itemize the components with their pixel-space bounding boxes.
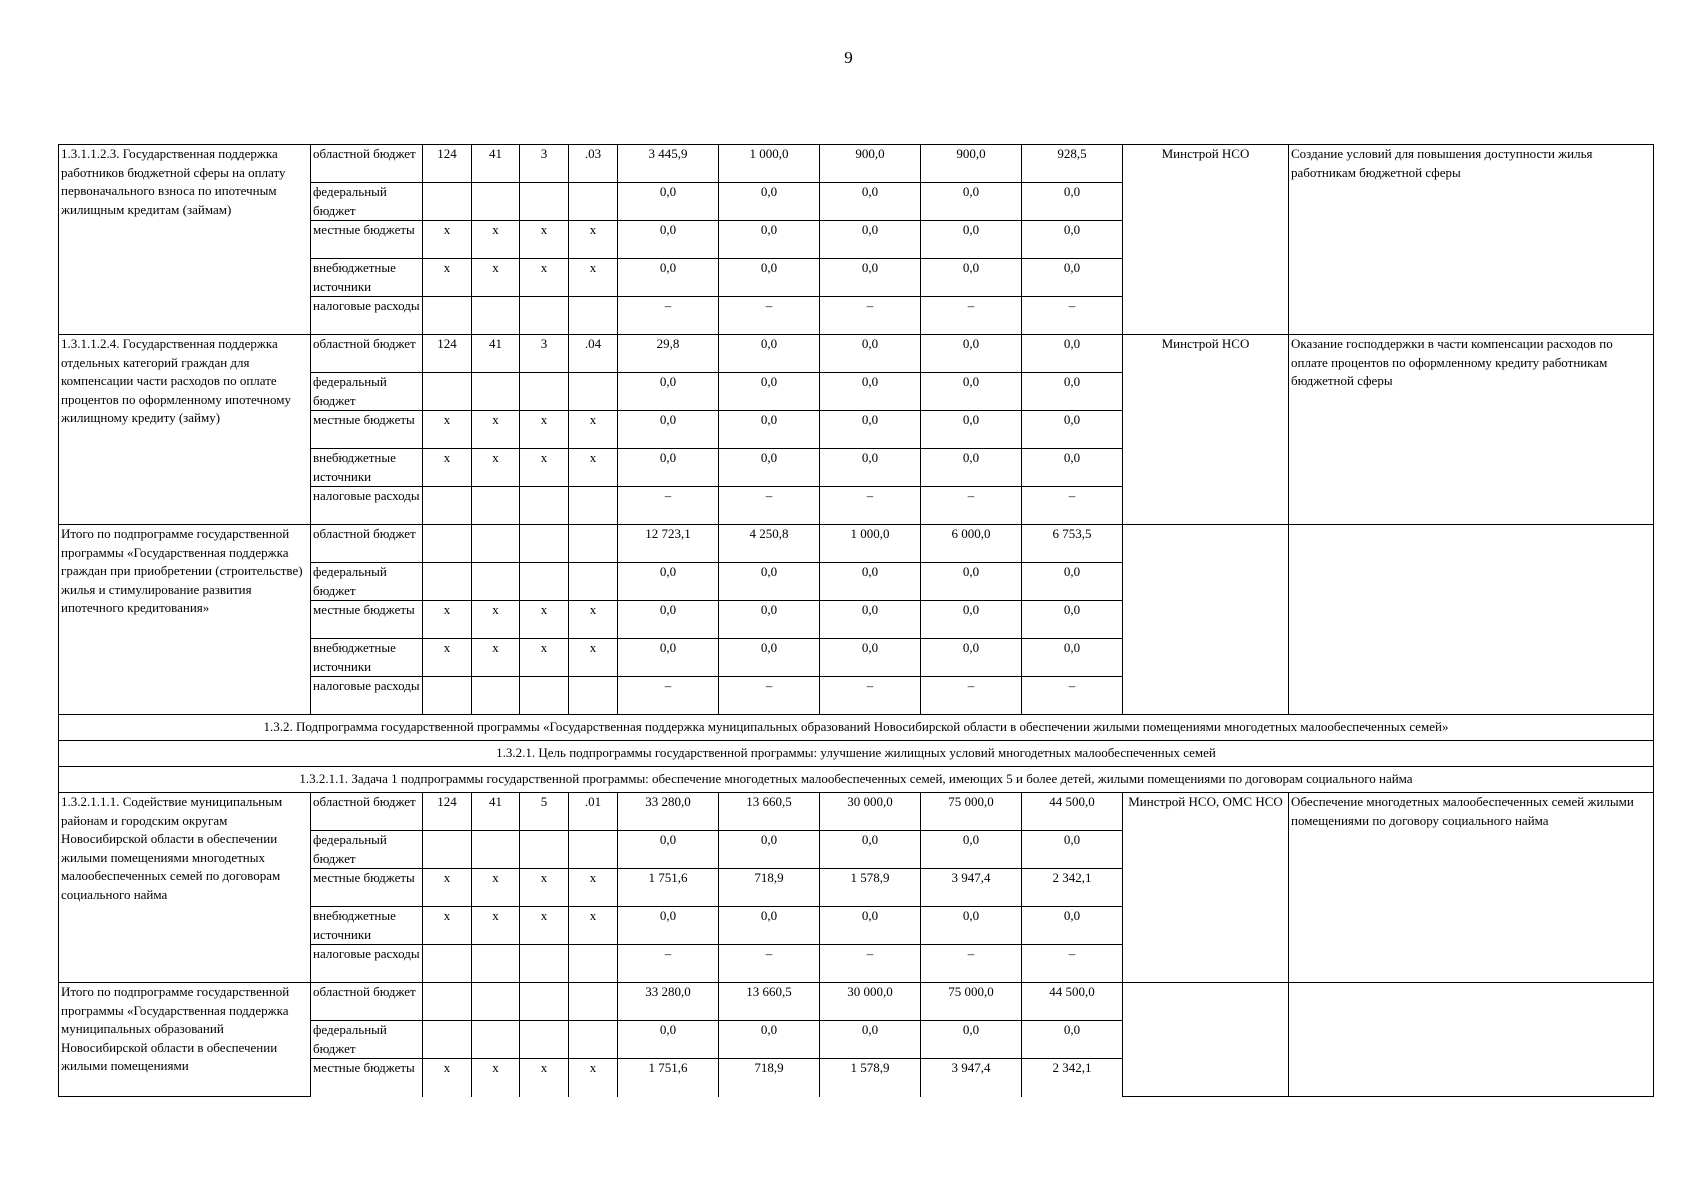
code-cell: x: [520, 221, 569, 259]
value-cell: 0,0: [1022, 601, 1123, 639]
code-cell: [569, 183, 618, 221]
value-cell: 0,0: [1022, 259, 1123, 297]
value-cell: 1 578,9: [820, 869, 921, 907]
value-cell: 0,0: [921, 183, 1022, 221]
value-cell: 0,0: [1022, 831, 1123, 869]
table-row: [59, 335, 1654, 373]
code-cell: x: [520, 449, 569, 487]
code-cell: x: [569, 259, 618, 297]
code-cell: x: [520, 601, 569, 639]
value-cell: 6 753,5: [1022, 525, 1123, 563]
code-cell: x: [520, 259, 569, 297]
funding-source-cell: областной бюджет: [311, 525, 423, 563]
value-cell: 30 000,0: [820, 983, 921, 1021]
section-heading-row: [59, 741, 1654, 767]
code-cell: x: [472, 221, 520, 259]
value-cell: 0,0: [921, 639, 1022, 677]
code-cell: [569, 677, 618, 715]
code-cell: [520, 983, 569, 1021]
funding-source-cell: областной бюджет: [311, 145, 423, 183]
code-cell: [423, 1021, 472, 1059]
value-cell: 0,0: [719, 335, 820, 373]
table-row: [59, 793, 1654, 831]
code-cell: [520, 1021, 569, 1059]
code-cell: [423, 831, 472, 869]
section-heading: 1.3.2.1.1. Задача 1 подпрограммы государственной программы: обеспечение многодетных малообеспеченных семей, имеющих 5 и более детей, жилыми помещениями по договорам социального найма: [59, 767, 1654, 793]
code-cell: x: [569, 907, 618, 945]
code-cell: [520, 297, 569, 335]
value-cell: –: [719, 677, 820, 715]
value-cell: 1 000,0: [820, 525, 921, 563]
code-cell: x: [472, 869, 520, 907]
value-cell: 0,0: [820, 1021, 921, 1059]
funding-source-cell: местные бюджеты: [311, 869, 423, 907]
result-cell: Создание условий для повышения доступности жилья работникам бюджетной сферы: [1289, 145, 1654, 335]
code-cell: x: [423, 221, 472, 259]
value-cell: 4 250,8: [719, 525, 820, 563]
value-cell: –: [1022, 487, 1123, 525]
value-cell: 0,0: [719, 1021, 820, 1059]
code-cell: [520, 831, 569, 869]
value-cell: 0,0: [618, 601, 719, 639]
executor-cell: Минстрой НСО, ОМС НСО: [1123, 793, 1289, 983]
code-cell: x: [472, 639, 520, 677]
value-cell: 2 342,1: [1022, 1059, 1123, 1097]
code-cell: x: [423, 259, 472, 297]
value-cell: –: [719, 297, 820, 335]
value-cell: 0,0: [921, 601, 1022, 639]
code-cell: [569, 297, 618, 335]
value-cell: 3 947,4: [921, 869, 1022, 907]
code-cell: [520, 677, 569, 715]
value-cell: 0,0: [719, 563, 820, 601]
value-cell: 0,0: [719, 411, 820, 449]
section-heading: 1.3.2.1. Цель подпрограммы государственной программы: улучшение жилищных условий многодетных малообеспеченных семей: [59, 741, 1654, 767]
value-cell: 0,0: [820, 335, 921, 373]
result-cell: [1289, 983, 1654, 1097]
value-cell: 0,0: [921, 335, 1022, 373]
value-cell: 0,0: [820, 373, 921, 411]
value-cell: 0,0: [719, 639, 820, 677]
funding-source-cell: внебюджетные источники: [311, 907, 423, 945]
code-cell: x: [423, 869, 472, 907]
executor-cell: [1123, 525, 1289, 715]
code-cell: [472, 487, 520, 525]
funding-source-cell: налоговые расходы: [311, 487, 423, 525]
code-cell: [569, 945, 618, 983]
table-row: [59, 145, 1654, 183]
value-cell: 718,9: [719, 869, 820, 907]
value-cell: –: [921, 297, 1022, 335]
value-cell: 0,0: [921, 831, 1022, 869]
value-cell: –: [921, 487, 1022, 525]
funding-source-cell: областной бюджет: [311, 983, 423, 1021]
code-cell: x: [423, 601, 472, 639]
section-heading: 1.3.2. Подпрограмма государственной программы «Государственная поддержка муниципальных образований Новосибирской области в обеспечении жилыми помещениями многодетных малообеспеченных семей»: [59, 715, 1654, 741]
code-cell: .01: [569, 793, 618, 831]
code-cell: x: [569, 221, 618, 259]
value-cell: 44 500,0: [1022, 983, 1123, 1021]
code-cell: x: [472, 449, 520, 487]
value-cell: 928,5: [1022, 145, 1123, 183]
code-cell: x: [520, 1059, 569, 1097]
value-cell: 0,0: [820, 411, 921, 449]
funding-source-cell: местные бюджеты: [311, 221, 423, 259]
code-cell: [472, 297, 520, 335]
code-cell: x: [423, 449, 472, 487]
value-cell: 0,0: [618, 411, 719, 449]
value-cell: 13 660,5: [719, 983, 820, 1021]
value-cell: 12 723,1: [618, 525, 719, 563]
value-cell: 718,9: [719, 1059, 820, 1097]
measure-name-cell: Итого по подпрограмме государственной программы «Государственная поддержка граждан при приобретении (строительстве) жилья и стимулирование развития ипотечного кредитования»: [59, 525, 311, 715]
value-cell: 0,0: [618, 449, 719, 487]
value-cell: 0,0: [719, 259, 820, 297]
code-cell: 41: [472, 335, 520, 373]
code-cell: [569, 983, 618, 1021]
code-cell: [423, 525, 472, 563]
funding-source-cell: федеральный бюджет: [311, 183, 423, 221]
code-cell: [569, 373, 618, 411]
value-cell: 0,0: [618, 259, 719, 297]
code-cell: [569, 1021, 618, 1059]
value-cell: 0,0: [719, 183, 820, 221]
value-cell: 0,0: [921, 563, 1022, 601]
code-cell: [520, 487, 569, 525]
value-cell: 75 000,0: [921, 793, 1022, 831]
value-cell: 0,0: [618, 563, 719, 601]
funding-source-cell: налоговые расходы: [311, 297, 423, 335]
value-cell: –: [618, 677, 719, 715]
code-cell: [472, 563, 520, 601]
value-cell: 0,0: [820, 639, 921, 677]
code-cell: x: [520, 411, 569, 449]
value-cell: 1 000,0: [719, 145, 820, 183]
value-cell: 0,0: [921, 907, 1022, 945]
funding-source-cell: местные бюджеты: [311, 601, 423, 639]
executor-cell: Минстрой НСО: [1123, 145, 1289, 335]
funding-source-cell: местные бюджеты: [311, 1059, 423, 1097]
value-cell: 0,0: [1022, 907, 1123, 945]
value-cell: 33 280,0: [618, 983, 719, 1021]
value-cell: 30 000,0: [820, 793, 921, 831]
value-cell: 0,0: [719, 907, 820, 945]
result-cell: [1289, 525, 1654, 715]
section-heading-row: [59, 767, 1654, 793]
value-cell: 1 751,6: [618, 1059, 719, 1097]
code-cell: [472, 945, 520, 983]
value-cell: –: [618, 297, 719, 335]
value-cell: 0,0: [1022, 335, 1123, 373]
code-cell: [423, 297, 472, 335]
code-cell: x: [569, 601, 618, 639]
section-heading-row: [59, 715, 1654, 741]
value-cell: 0,0: [1022, 411, 1123, 449]
page-number: 9: [844, 48, 853, 67]
code-cell: [423, 945, 472, 983]
value-cell: 0,0: [820, 259, 921, 297]
code-cell: 41: [472, 793, 520, 831]
code-cell: x: [472, 1059, 520, 1097]
value-cell: 0,0: [1022, 1021, 1123, 1059]
funding-source-cell: федеральный бюджет: [311, 563, 423, 601]
value-cell: 0,0: [719, 449, 820, 487]
value-cell: 0,0: [921, 373, 1022, 411]
value-cell: 0,0: [618, 373, 719, 411]
value-cell: 0,0: [820, 449, 921, 487]
value-cell: 0,0: [618, 907, 719, 945]
code-cell: [520, 183, 569, 221]
value-cell: 6 000,0: [921, 525, 1022, 563]
code-cell: [423, 487, 472, 525]
value-cell: –: [1022, 297, 1123, 335]
funding-source-cell: внебюджетные источники: [311, 449, 423, 487]
code-cell: x: [569, 411, 618, 449]
funding-source-cell: налоговые расходы: [311, 945, 423, 983]
value-cell: 1 578,9: [820, 1059, 921, 1097]
code-cell: [569, 563, 618, 601]
value-cell: –: [921, 677, 1022, 715]
value-cell: 1 751,6: [618, 869, 719, 907]
funding-source-cell: местные бюджеты: [311, 411, 423, 449]
result-cell: Оказание господдержки в части компенсации расходов по оплате процентов по оформленному кредиту работникам бюджетной сферы: [1289, 335, 1654, 525]
funding-source-cell: федеральный бюджет: [311, 373, 423, 411]
code-cell: 124: [423, 145, 472, 183]
value-cell: 0,0: [618, 221, 719, 259]
funding-source-cell: областной бюджет: [311, 335, 423, 373]
value-cell: 0,0: [820, 183, 921, 221]
code-cell: x: [472, 259, 520, 297]
code-cell: x: [472, 601, 520, 639]
measure-name-cell: Итого по подпрограмме государственной программы «Государственная поддержка муниципальных образований Новосибирской области в обеспечении жилыми помещениями: [59, 983, 311, 1097]
value-cell: –: [618, 945, 719, 983]
code-cell: x: [472, 411, 520, 449]
value-cell: 0,0: [719, 221, 820, 259]
code-cell: x: [520, 869, 569, 907]
value-cell: 900,0: [820, 145, 921, 183]
code-cell: [423, 183, 472, 221]
code-cell: [472, 1021, 520, 1059]
code-cell: x: [423, 907, 472, 945]
value-cell: 0,0: [618, 831, 719, 869]
result-cell: Обеспечение многодетных малообеспеченных семей жилыми помещениями по договору социального найма: [1289, 793, 1654, 983]
value-cell: 900,0: [921, 145, 1022, 183]
value-cell: 0,0: [820, 601, 921, 639]
code-cell: x: [569, 639, 618, 677]
value-cell: 0,0: [1022, 639, 1123, 677]
code-cell: 41: [472, 145, 520, 183]
value-cell: 0,0: [921, 1021, 1022, 1059]
code-cell: [472, 677, 520, 715]
value-cell: –: [820, 945, 921, 983]
code-cell: [472, 983, 520, 1021]
value-cell: –: [1022, 677, 1123, 715]
code-cell: x: [569, 449, 618, 487]
table-row: [59, 983, 1654, 1021]
code-cell: [423, 563, 472, 601]
code-cell: .04: [569, 335, 618, 373]
value-cell: –: [820, 487, 921, 525]
code-cell: [520, 373, 569, 411]
value-cell: 0,0: [921, 411, 1022, 449]
code-cell: 3: [520, 335, 569, 373]
executor-cell: [1123, 983, 1289, 1097]
code-cell: [569, 487, 618, 525]
value-cell: 3 445,9: [618, 145, 719, 183]
value-cell: 0,0: [820, 907, 921, 945]
code-cell: [520, 563, 569, 601]
code-cell: [472, 525, 520, 563]
measure-name-cell: 1.3.1.1.2.3. Государственная поддержка работников бюджетной сферы на оплату первоначального взноса по ипотечным жилищным кредитам (займам): [59, 145, 311, 335]
value-cell: 33 280,0: [618, 793, 719, 831]
code-cell: x: [472, 907, 520, 945]
value-cell: 0,0: [719, 373, 820, 411]
value-cell: 0,0: [921, 449, 1022, 487]
value-cell: 0,0: [1022, 221, 1123, 259]
value-cell: –: [719, 945, 820, 983]
value-cell: 0,0: [820, 563, 921, 601]
value-cell: –: [820, 677, 921, 715]
value-cell: 13 660,5: [719, 793, 820, 831]
code-cell: .03: [569, 145, 618, 183]
code-cell: [520, 525, 569, 563]
funding-source-cell: внебюджетные источники: [311, 259, 423, 297]
value-cell: 0,0: [1022, 449, 1123, 487]
value-cell: 0,0: [719, 831, 820, 869]
value-cell: 0,0: [820, 831, 921, 869]
value-cell: 3 947,4: [921, 1059, 1022, 1097]
funding-source-cell: налоговые расходы: [311, 677, 423, 715]
value-cell: –: [921, 945, 1022, 983]
value-cell: –: [618, 487, 719, 525]
value-cell: 0,0: [1022, 563, 1123, 601]
code-cell: x: [569, 1059, 618, 1097]
code-cell: [569, 525, 618, 563]
value-cell: 2 342,1: [1022, 869, 1123, 907]
executor-cell: Минстрой НСО: [1123, 335, 1289, 525]
code-cell: 3: [520, 145, 569, 183]
code-cell: [472, 831, 520, 869]
funding-source-cell: внебюджетные источники: [311, 639, 423, 677]
value-cell: 29,8: [618, 335, 719, 373]
value-cell: 0,0: [618, 183, 719, 221]
value-cell: 0,0: [719, 601, 820, 639]
value-cell: 0,0: [1022, 373, 1123, 411]
table-row: [59, 525, 1654, 563]
funding-source-cell: федеральный бюджет: [311, 1021, 423, 1059]
measure-name-cell: 1.3.2.1.1.1. Содействие муниципальным районам и городским округам Новосибирской области в обеспечении жилыми помещениями многодетных малообеспеченных семей по договорам социального найма: [59, 793, 311, 983]
value-cell: 0,0: [1022, 183, 1123, 221]
code-cell: [569, 831, 618, 869]
value-cell: 44 500,0: [1022, 793, 1123, 831]
code-cell: [520, 945, 569, 983]
code-cell: x: [423, 639, 472, 677]
value-cell: 0,0: [820, 221, 921, 259]
code-cell: [423, 677, 472, 715]
value-cell: 0,0: [921, 221, 1022, 259]
value-cell: 75 000,0: [921, 983, 1022, 1021]
code-cell: x: [423, 1059, 472, 1097]
code-cell: x: [520, 907, 569, 945]
code-cell: [472, 373, 520, 411]
code-cell: 124: [423, 793, 472, 831]
funding-source-cell: областной бюджет: [311, 793, 423, 831]
value-cell: 0,0: [618, 1021, 719, 1059]
code-cell: x: [520, 639, 569, 677]
code-cell: [472, 183, 520, 221]
value-cell: –: [719, 487, 820, 525]
measure-name-cell: 1.3.1.1.2.4. Государственная поддержка отдельных категорий граждан для компенсации части расходов по оплате процентов по оформленному ипотечному жилищному кредиту (займу): [59, 335, 311, 525]
code-cell: x: [569, 869, 618, 907]
value-cell: –: [1022, 945, 1123, 983]
value-cell: –: [820, 297, 921, 335]
code-cell: [423, 373, 472, 411]
code-cell: [423, 983, 472, 1021]
funding-source-cell: федеральный бюджет: [311, 831, 423, 869]
code-cell: 5: [520, 793, 569, 831]
value-cell: 0,0: [921, 259, 1022, 297]
code-cell: 124: [423, 335, 472, 373]
value-cell: 0,0: [618, 639, 719, 677]
code-cell: x: [423, 411, 472, 449]
program-table: [58, 144, 1654, 1097]
